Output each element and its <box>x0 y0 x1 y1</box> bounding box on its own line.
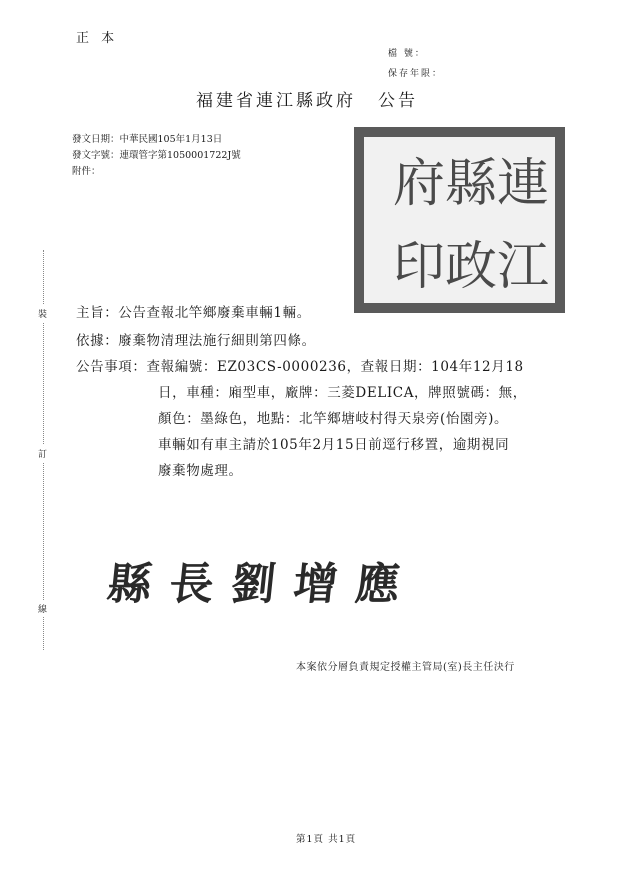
seal-char: 連 <box>496 154 549 214</box>
binding-mark-1: 裝 <box>38 305 47 322</box>
issue-date: 發文日期：中華民國105年1月13日 <box>72 134 223 145</box>
magistrate-signature: 縣長劉增應 <box>104 559 421 610</box>
basis-line: 依據：廢棄物清理法施行細則第四條。 <box>76 333 316 349</box>
seal-char: 政 <box>444 237 497 297</box>
seal-char: 府 <box>392 154 445 214</box>
issuing-agency: 福建省連江縣政府 <box>196 91 356 111</box>
binding-mark-3: 線 <box>38 600 47 617</box>
seal-char: 印 <box>392 237 445 297</box>
page-number: 第1頁 共1頁 <box>296 834 357 845</box>
announcement-items-line: 車輛如有車主請於105年2月15日前逕行移置，逾期視同 <box>158 437 510 453</box>
attachment-label: 附件： <box>72 166 101 177</box>
issue-reference-number: 發文字號：連環管字第1050001722J號 <box>72 150 241 161</box>
announcement-items-line: 廢棄物處理。 <box>158 463 243 479</box>
announcement-items-line: 公告事項：查報編號：EZ03CS-0000236，查報日期：104年12月18 <box>76 359 524 375</box>
retention-period-label: 保存年限： <box>388 69 444 79</box>
original-copy-mark: 正 本 <box>76 31 119 46</box>
seal-char: 縣 <box>444 154 497 214</box>
document-type: 公告 <box>378 91 418 111</box>
binding-mark-2: 訂 <box>38 445 47 462</box>
subject-line: 主旨：公告查報北竿鄉廢棄車輛1輛。 <box>76 305 311 321</box>
announcement-items-line: 日，車種：廂型車，廠牌：三菱DELICA，牌照號碼：無， <box>158 385 527 401</box>
document-title <box>196 86 418 111</box>
delegation-note: 本案依分層負責規定授權主管局(室)長主任決行 <box>296 662 515 673</box>
official-seal <box>354 127 565 313</box>
file-number-label: 檔 號： <box>388 49 426 59</box>
seal-char: 江 <box>496 237 549 297</box>
announcement-items-line: 顏色：墨綠色，地點：北竿鄉塘岐村得天泉旁(怡園旁)。 <box>158 411 509 427</box>
